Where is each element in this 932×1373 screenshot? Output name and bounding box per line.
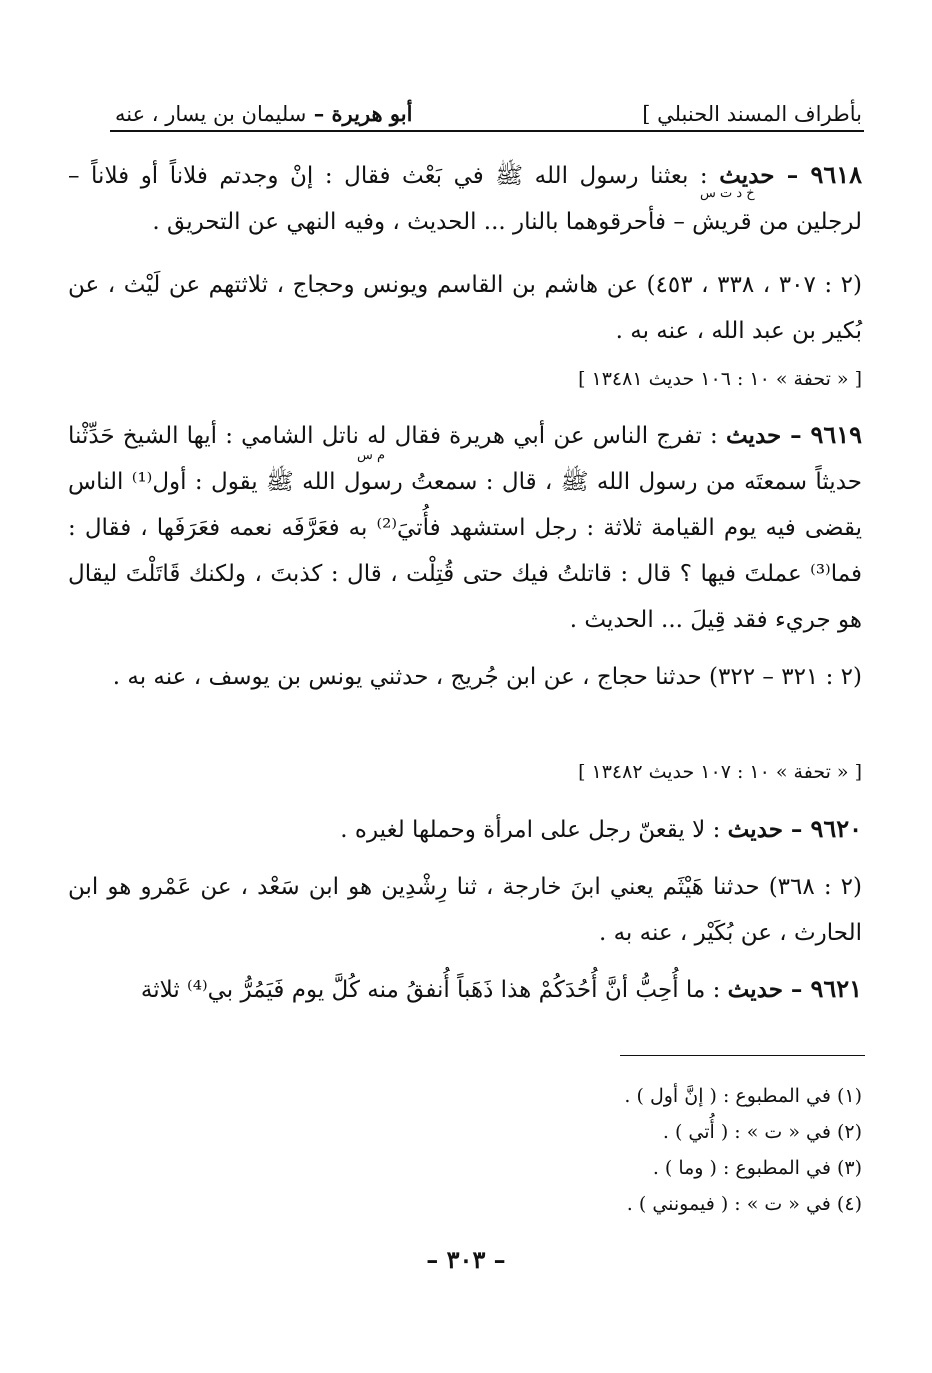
header-section-bold: أبو هريرة –: [306, 101, 413, 126]
tuhfa-ref-9619: [ « تحفة » ١٠ : ١٠٧ حديث ١٣٤٨٢ ]: [578, 761, 862, 783]
hadith-text: : بعثنا رسول الله ﷺ في بَعْث فقال : إنْ وجدتم فلاناً أو فلاناً – لرجلين من قريش – فأحرقوهما بالنار ... الحديث ، وفيه النهي عن التحريق .: [68, 163, 862, 235]
hadith-number: ٩٦٢١: [810, 974, 862, 1003]
hadith-9621: [68, 966, 862, 1013]
hadith-number: ٩٦٢٠: [810, 814, 862, 843]
hadith-9620: [68, 806, 862, 853]
hadith-separator: –: [774, 162, 811, 189]
source-9619: [68, 654, 862, 700]
header-book-title: بأطراف المسند الحنبلي ]: [642, 102, 862, 126]
header-section-title: [115, 101, 412, 126]
tuhfa-ref-9618: [ « تحفة » ١٠ : ١٠٦ حديث ١٣٤٨١ ]: [578, 368, 862, 390]
source-text: (٢ : ٣٢١ – ٣٢٢) حدثنا حجاج ، عن ابن جُريج ، حدثني يونس بن يوسف ، عنه به .: [112, 664, 862, 690]
footnote-4: (٤) في « ت » : ( فيمونني ) .: [626, 1193, 862, 1215]
sigla-9619: م س: [357, 448, 386, 463]
source-9618: [68, 262, 862, 354]
hadith-separator: –: [782, 816, 811, 843]
sigla-9618: خ د ت س: [700, 186, 755, 201]
hadith-number: ٩٦١٩: [810, 420, 863, 449]
footnote-2: (٢) في « ت » : ( أُتي ) .: [662, 1121, 862, 1143]
hadith-9619: [68, 412, 862, 643]
header-rule: [110, 130, 864, 132]
hadith-keyword: حديث: [727, 976, 783, 1003]
footnote-1: (١) في المطبوع : ( إنَّ أول ) .: [624, 1085, 862, 1107]
source-text: (٢ : ٣٦٨) حدثنا هَيْثَم يعني ابنَ خارجة ، ثنا رِشْدِين هو ابن سَعْد ، عن عَمْرو هو ابن الحارث ، عن بُكَيْر ، عنه به .: [68, 874, 862, 946]
source-9620: [68, 864, 862, 956]
hadith-text: : ما أُحِبُّ أنَّ أُحُدَكُمْ هذا ذَهَباً أُنفقُ منه كُلَّ يوم فَيَمُرُّ بي⁽⁴⁾ ثلاثة: [140, 977, 728, 1003]
footnote-rule: [620, 1055, 865, 1056]
source-text: (٢ : ٣٠٧ ، ٣٣٨ ، ٤٥٣) عن هاشم بن القاسم ويونس وحجاج ، ثلاثتهم عن لَيْث ، عن بُكير بن عبد الله ، عنه به .: [68, 272, 863, 344]
hadith-keyword: حديث: [727, 816, 783, 843]
page-number: – ٣٠٣ –: [426, 1245, 506, 1274]
hadith-text: : تفرج الناس عن أبي هريرة فقال له ناتل الشامي : أيها الشيخ حَدِّثْنا حديثاً سمعتَه من رسول الله ﷺ ، قال : سمعتُ رسول الله ﷺ يقول : أول⁽¹⁾ الناس يقضى فيه يوم القيامة ثلاثة : رجل استشهد فأُتيَ⁽²⁾ به فعَرَّفَه نعمه فعَرَفَها ، فقال : فما⁽³⁾ عملتَ فيها ؟ قال : قاتلتُ فيك حتى قُتِلْت ، قال : كذبتَ ، ولكنك قَاتَلْتَ ليقال هو جريء فقد قِيلَ ... الحديث .: [68, 423, 862, 633]
hadith-number: ٩٦١٨: [810, 160, 863, 189]
running-header: [115, 88, 862, 126]
hadith-keyword: حديث: [719, 162, 775, 189]
hadith-text: : لا يقعنّ رجل على امرأة وحملها لغيره .: [340, 817, 728, 843]
hadith-separator: –: [782, 976, 811, 1003]
header-section-rest: سليمان بن يسار ، عنه: [115, 102, 307, 126]
hadith-keyword: حديث: [725, 422, 782, 449]
footnote-3: (٣) في المطبوع : ( وما ) .: [652, 1157, 862, 1179]
hadith-separator: –: [781, 422, 811, 449]
